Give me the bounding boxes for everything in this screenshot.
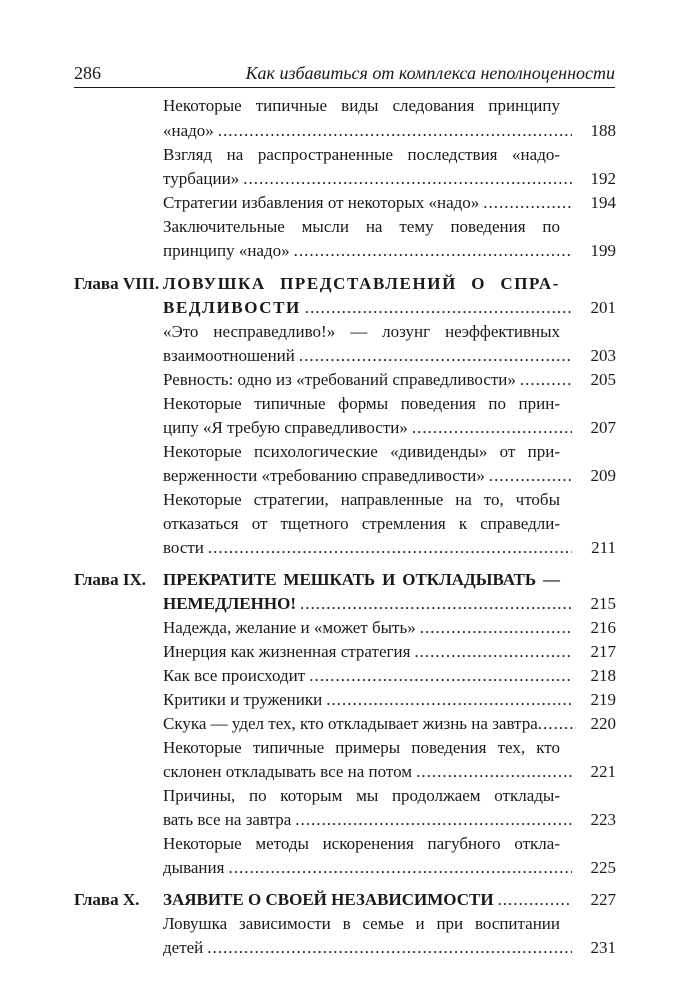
toc-entry[interactable] bbox=[163, 665, 616, 687]
toc-page-number: 217 bbox=[590, 642, 616, 661]
toc-page-number: 201 bbox=[590, 298, 616, 317]
leader-dots bbox=[416, 761, 572, 783]
toc-entry-title: Инерция как жизненная стратегия bbox=[163, 642, 411, 661]
leader-dots bbox=[498, 889, 572, 911]
toc-entry-line: Взгляд на распространенные последствия «надо- bbox=[163, 145, 560, 164]
toc-page-number: 203 bbox=[590, 346, 616, 365]
toc-page-number: 205 bbox=[590, 370, 616, 389]
toc-page-number: 223 bbox=[590, 810, 616, 829]
toc-entry-title: турбации» bbox=[163, 169, 240, 188]
toc-entry[interactable] bbox=[163, 857, 616, 879]
toc-entry-line: Заключительные мысли на тему поведения по bbox=[163, 217, 560, 236]
leader-dots bbox=[207, 937, 572, 959]
leader-dots bbox=[295, 809, 572, 831]
toc-page-number: 192 bbox=[590, 169, 616, 188]
toc-entry-title: вать все на завтра bbox=[163, 810, 292, 829]
toc-entry[interactable] bbox=[163, 937, 616, 959]
toc-entry[interactable] bbox=[163, 713, 616, 735]
toc-entry-title: принципу «надо» bbox=[163, 241, 290, 260]
toc-entry-line: Некоторые типичные формы поведения по прин- bbox=[163, 394, 560, 413]
toc-entry[interactable] bbox=[163, 369, 616, 391]
toc-entry-title: взаимоотношений bbox=[163, 346, 295, 365]
toc-page-number: 220 bbox=[590, 714, 616, 733]
toc-page-number: 211 bbox=[591, 538, 616, 557]
running-title: Как избавиться от комплекса неполноценности bbox=[245, 63, 615, 83]
toc-page-number: 219 bbox=[590, 690, 616, 709]
leader-dots bbox=[243, 168, 572, 190]
leader-dots bbox=[326, 689, 572, 711]
toc-entry[interactable] bbox=[163, 465, 616, 487]
leader-dots bbox=[483, 192, 572, 214]
toc-entry[interactable] bbox=[163, 809, 616, 831]
toc-page-number: 227 bbox=[590, 890, 616, 909]
chapter-label: Глава VIII. bbox=[74, 274, 160, 293]
toc-entry-title: Критики и труженики bbox=[163, 690, 323, 709]
toc-entry[interactable] bbox=[163, 417, 616, 439]
toc-page-number: 231 bbox=[590, 938, 616, 957]
toc-entry-line: Некоторые методы искоренения пагубного откла- bbox=[163, 834, 560, 853]
toc-entry-title: Стратегии избавления от некоторых «надо» bbox=[163, 193, 480, 212]
chapter-title-line: ЛОВУШКА ПРЕДСТАВЛЕНИЙ О СПРА- bbox=[163, 274, 560, 293]
chapter-title-line: ПРЕКРАТИТЕ МЕШКАТЬ И ОТКЛАДЫВАТЬ — bbox=[163, 570, 560, 589]
toc-entry[interactable] bbox=[163, 641, 616, 663]
toc-entry[interactable] bbox=[163, 168, 616, 190]
toc-entry-title: Надежда, желание и «может быть» bbox=[163, 618, 416, 637]
toc-entry-title: дывания bbox=[163, 858, 225, 877]
toc-entry[interactable] bbox=[163, 537, 616, 559]
leader-dots bbox=[489, 465, 572, 487]
toc-page-number: 209 bbox=[590, 466, 616, 485]
toc-page-number: 215 bbox=[590, 594, 616, 613]
leader-dots bbox=[228, 857, 572, 879]
toc-entry-title: Ревность: одно из «требований справедливости» bbox=[163, 370, 516, 389]
toc-entry-title: верженности «требованию справедливости» bbox=[163, 466, 485, 485]
chapter-entry[interactable] bbox=[163, 297, 616, 319]
leader-dots bbox=[412, 417, 572, 439]
toc-entry-title: детей bbox=[163, 938, 204, 957]
leader-dots bbox=[299, 345, 572, 367]
toc-entry-title: Как все происходит bbox=[163, 666, 306, 685]
leader-dots bbox=[520, 369, 572, 391]
toc-entry-title: Скука — удел тех, кто откладывает жизнь на завтра bbox=[163, 714, 538, 733]
leader-dots bbox=[208, 537, 572, 559]
leader-dots bbox=[300, 593, 572, 615]
toc-entry-line: Ловушка зависимости в семье и при воспитании bbox=[163, 914, 560, 933]
toc-entry-line: Некоторые стратегии, направленные на то, чтобы bbox=[163, 490, 560, 509]
toc-page-number: 216 bbox=[590, 618, 616, 637]
chapter-label: Глава IX. bbox=[74, 570, 147, 589]
page-number: 286 bbox=[74, 63, 101, 83]
chapter-label: Глава X. bbox=[74, 890, 140, 909]
leader-dots bbox=[309, 665, 572, 687]
leader-dots bbox=[294, 240, 572, 262]
leader-dots bbox=[414, 641, 572, 663]
header-rule bbox=[74, 87, 615, 88]
toc-entry-line: отказаться от тщетного стремления к справедли- bbox=[163, 514, 560, 533]
toc-entry[interactable] bbox=[163, 689, 616, 711]
toc-entry[interactable] bbox=[163, 192, 616, 214]
toc-entry-line: Некоторые типичные примеры поведения тех, кто bbox=[163, 738, 560, 757]
leader-dots bbox=[218, 120, 572, 142]
toc-entry-title: склонен откладывать все на потом bbox=[163, 762, 413, 781]
toc-page-number: 218 bbox=[590, 666, 616, 685]
chapter-title: НЕМЕДЛЕННО! bbox=[163, 594, 296, 613]
running-header bbox=[74, 56, 615, 84]
toc-entry[interactable] bbox=[163, 240, 616, 262]
leader-dots bbox=[420, 617, 572, 639]
toc-page-number: 199 bbox=[590, 241, 616, 260]
leader-dots bbox=[305, 297, 572, 319]
toc-entry-title: вости bbox=[163, 538, 204, 557]
toc-entry-title: ципу «Я требую справедливости» bbox=[163, 418, 408, 437]
toc-entry[interactable] bbox=[163, 761, 616, 783]
toc-page-number: 221 bbox=[590, 762, 616, 781]
toc-entry-line: Некоторые психологические «дивиденды» от при- bbox=[163, 442, 560, 461]
toc-page-number: 207 bbox=[590, 418, 616, 437]
toc-entry-line: «Это несправедливо!» — лозунг неэффективных bbox=[163, 322, 560, 341]
chapter-entry[interactable] bbox=[163, 593, 616, 615]
toc-page-number: 188 bbox=[590, 121, 616, 140]
toc-entry-title: «надо» bbox=[163, 121, 214, 140]
toc-entry[interactable] bbox=[163, 345, 616, 367]
toc-entry[interactable] bbox=[163, 617, 616, 639]
leader-dots bbox=[538, 713, 576, 735]
toc-entry-line: Некоторые типичные виды следования принципу bbox=[163, 96, 560, 115]
chapter-entry[interactable] bbox=[163, 889, 616, 911]
toc-entry[interactable] bbox=[163, 120, 616, 142]
toc-entry-line: Причины, по которым мы продолжаем отклады- bbox=[163, 786, 560, 805]
toc-page-number: 194 bbox=[590, 193, 616, 212]
toc-page-number: 225 bbox=[590, 858, 616, 877]
chapter-title: ВЕДЛИВОСТИ bbox=[163, 298, 301, 317]
chapter-title: ЗАЯВИТЕ О СВОЕЙ НЕЗАВИСИМОСТИ bbox=[163, 890, 494, 909]
